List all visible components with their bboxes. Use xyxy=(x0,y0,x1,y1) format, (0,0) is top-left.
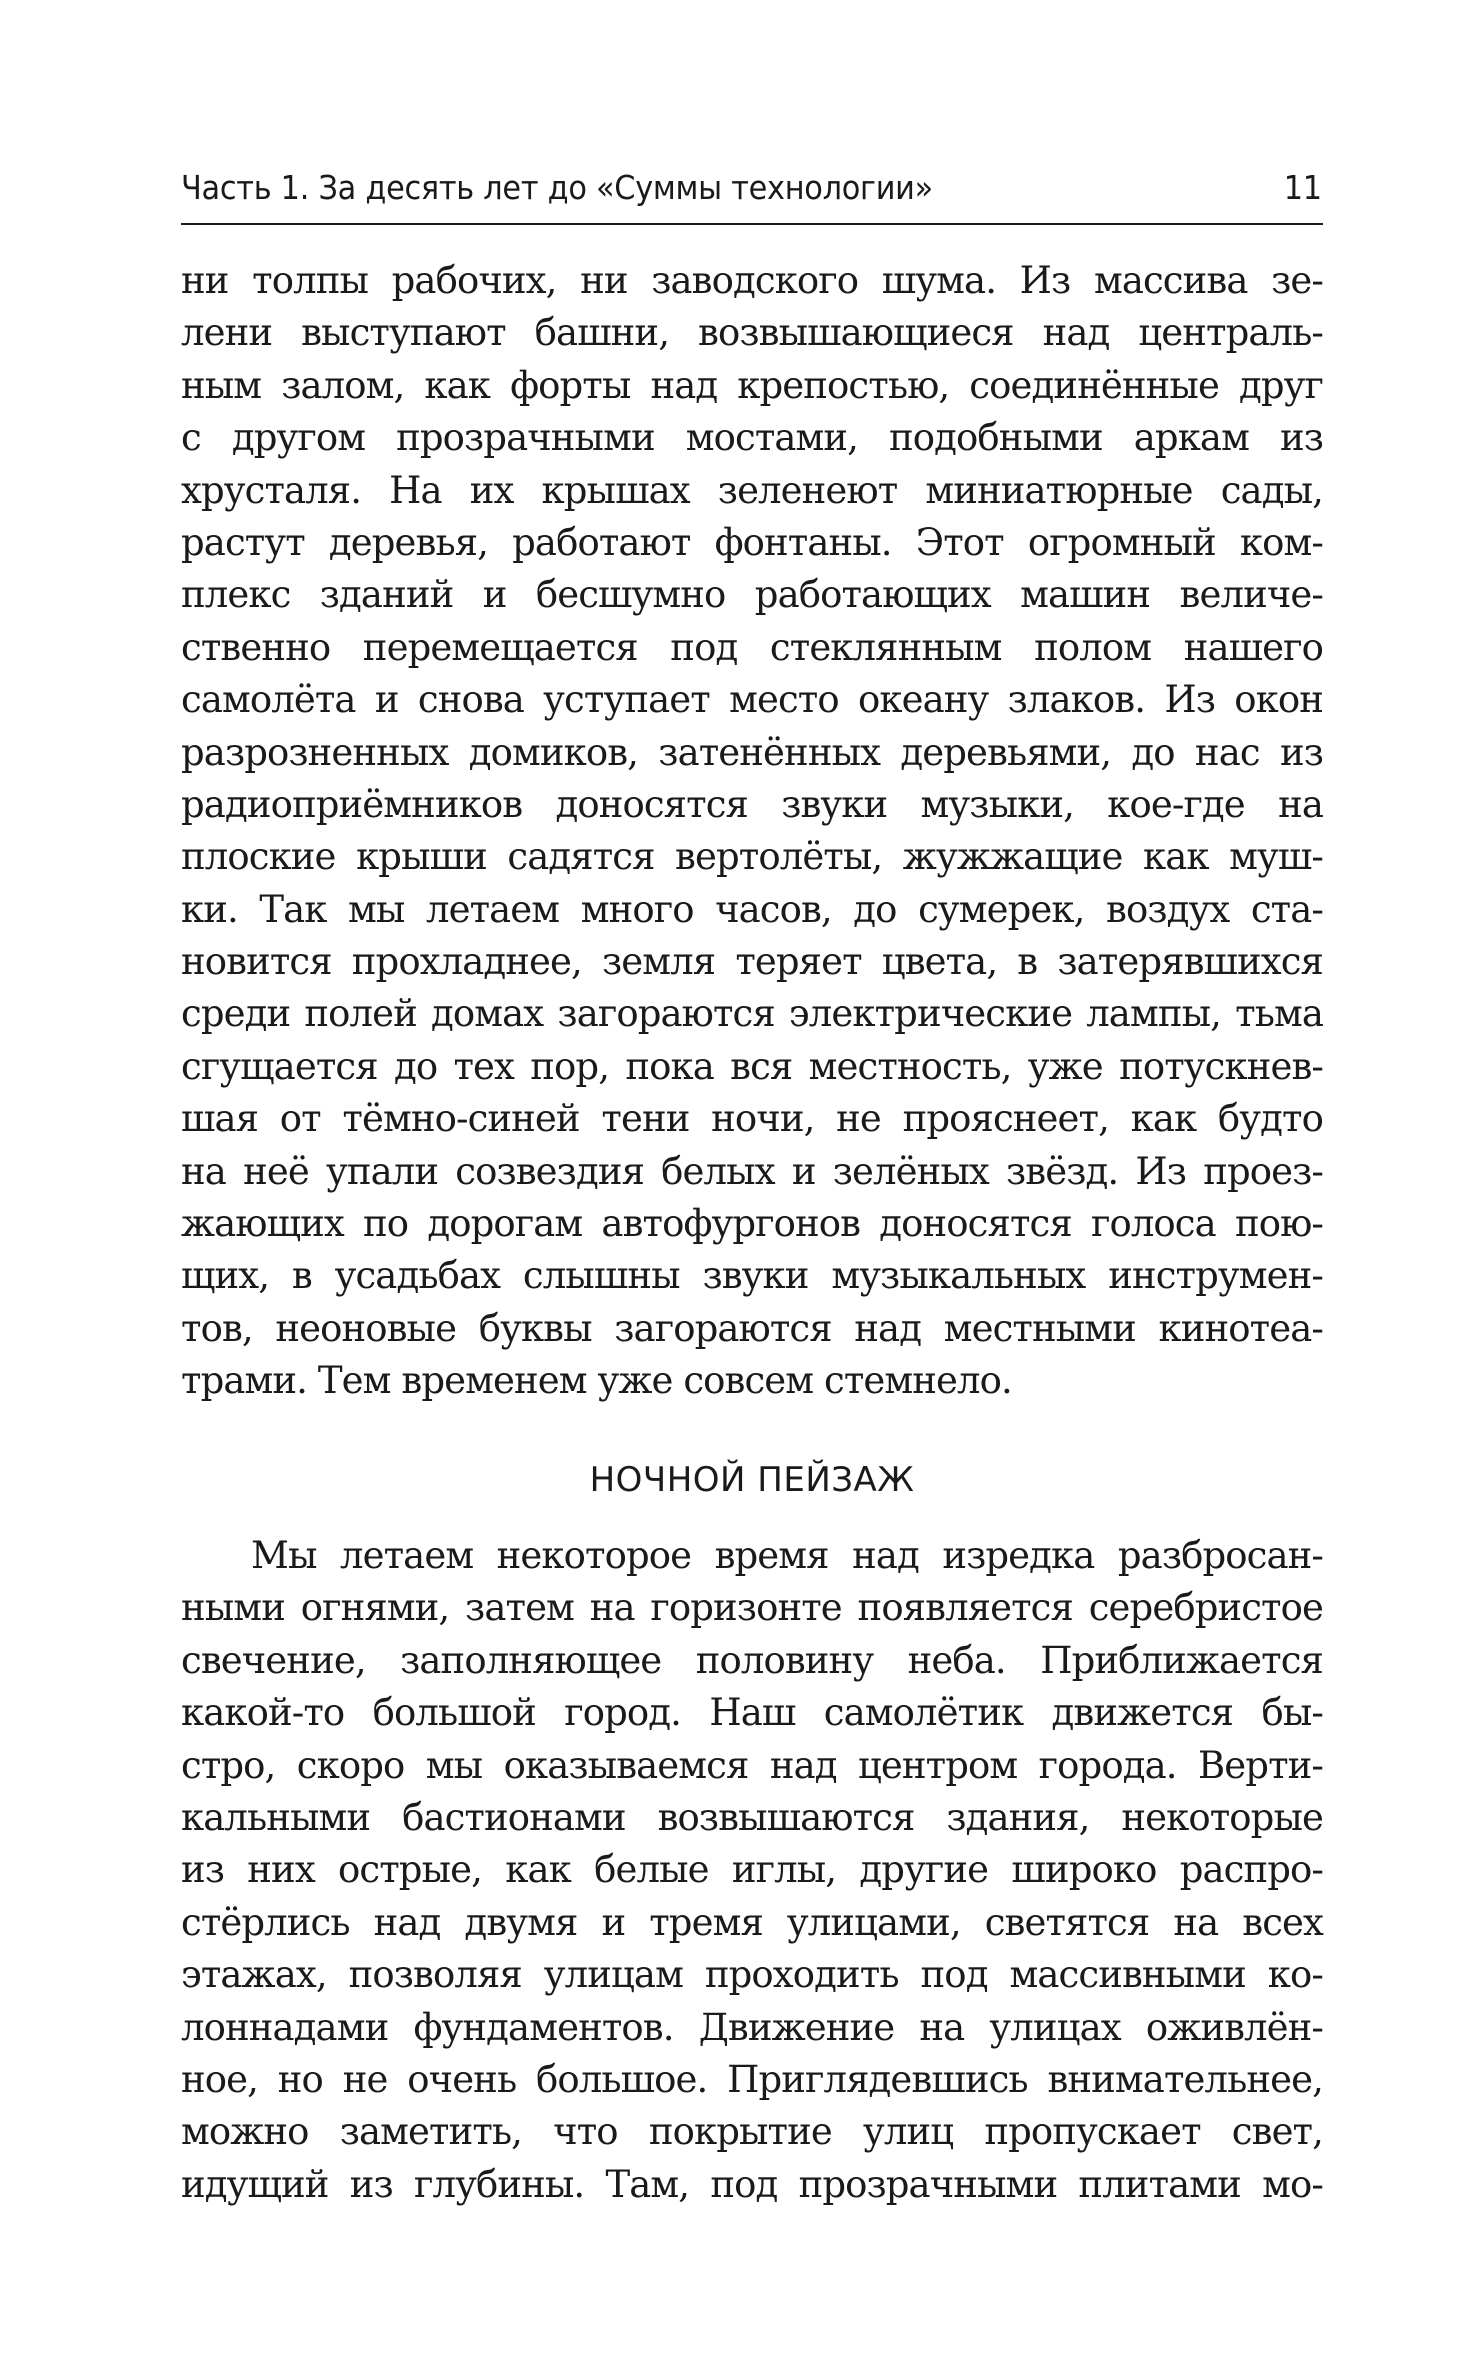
text-line: этажах, позволяя улицам проходить под массивными ко- xyxy=(181,1953,1323,1997)
text-line: трами. Тем временем уже совсем стемнело. xyxy=(181,1359,1012,1403)
text-line: хрусталя. На их крышах зеленеют миниатюрные сады, xyxy=(181,468,1323,512)
text-line: ственно перемещается под стеклянным полом нашего xyxy=(181,625,1323,669)
text-line: самолёта и снова уступает место океану злаков. Из окон xyxy=(181,678,1323,722)
text-line: новится прохладнее, земля теряет цвета, в затерявшихся xyxy=(181,940,1323,984)
text-line: ным залом, как форты над крепостью, соединённые друг xyxy=(181,363,1323,407)
text-line: сгущается до тех пор, пока вся местность, уже потускнев- xyxy=(181,1044,1323,1088)
text-line: кальными бастионами возвышаются здания, некоторые xyxy=(181,1795,1323,1839)
text-line: шая от тёмно-синей тени ночи, не прояснеет, как будто xyxy=(181,1097,1323,1141)
text-line: с другом прозрачными мостами, подобными аркам из xyxy=(181,416,1323,460)
text-line: ни толпы рабочих, ни заводского шума. Из массива зе- xyxy=(181,259,1323,302)
paragraph-1 xyxy=(181,255,1323,1408)
text-line: какой-то большой город. Наш самолётик движется бы- xyxy=(181,1691,1323,1735)
text-line: ки. Так мы летаем много часов, до сумерек, воздух ста- xyxy=(181,887,1323,931)
text-line: растут деревья, работают фонтаны. Этот огромный ком- xyxy=(181,520,1323,564)
text-line: тов, неоновые буквы загораются над местными кинотеа- xyxy=(181,1306,1323,1350)
text-line: лоннадами фундаментов. Движение на улицах оживлён- xyxy=(181,2005,1323,2049)
text-line: из них острые, как белые иглы, другие широко распро- xyxy=(181,1848,1323,1892)
text-line: идущий из глубины. Там, под прозрачными плитами мо- xyxy=(181,2162,1323,2206)
header-rule xyxy=(181,223,1323,225)
text-line: стёрлись над двумя и тремя улицами, светятся на всех xyxy=(181,1900,1323,1944)
section-heading: НОЧНОЙ ПЕЙЗАЖ xyxy=(589,1460,915,1500)
text-line: плекс зданий и бесшумно работающих машин величе- xyxy=(181,573,1323,617)
text-line: среди полей домах загораются электрические лампы, тьма xyxy=(181,992,1323,1036)
text-line: ное, но не очень большое. Приглядевшись внимательнее, xyxy=(181,2057,1323,2101)
text-line: лени выступают башни, возвышающиеся над централь- xyxy=(181,311,1323,355)
text-line: на неё упали созвездия белых и зелёных звёзд. Из проез- xyxy=(181,1149,1323,1193)
running-header xyxy=(181,168,1322,220)
running-header-title: Часть 1. За десять лет до «Суммы технологии» xyxy=(181,168,933,207)
page-number: 11 xyxy=(1283,168,1322,207)
text-line: щих, в усадьбах слышны звуки музыкальных инструмен- xyxy=(181,1254,1323,1298)
text-line: можно заметить, что покрытие улиц пропускает свет, xyxy=(181,2110,1323,2154)
text-line: жающих по дорогам автофургонов доносятся голоса пою- xyxy=(181,1202,1323,1246)
paragraph-2 xyxy=(181,1530,1323,2211)
text-line: Мы летаем некоторое время над изредка разбросан- xyxy=(251,1534,1323,1577)
text-line: плоские крыши садятся вертолёты, жужжащие как муш- xyxy=(181,835,1323,879)
text-line: свечение, заполняющее половину неба. Приближается xyxy=(181,1638,1323,1682)
text-line: разрозненных домиков, затенённых деревьями, до нас из xyxy=(181,730,1323,774)
text-line: радиоприёмников доносятся звуки музыки, кое-где на xyxy=(181,782,1323,826)
text-line: ными огнями, затем на горизонте появляется серебристое xyxy=(181,1586,1323,1630)
text-line: стро, скоро мы оказываемся над центром города. Верти- xyxy=(181,1743,1323,1787)
